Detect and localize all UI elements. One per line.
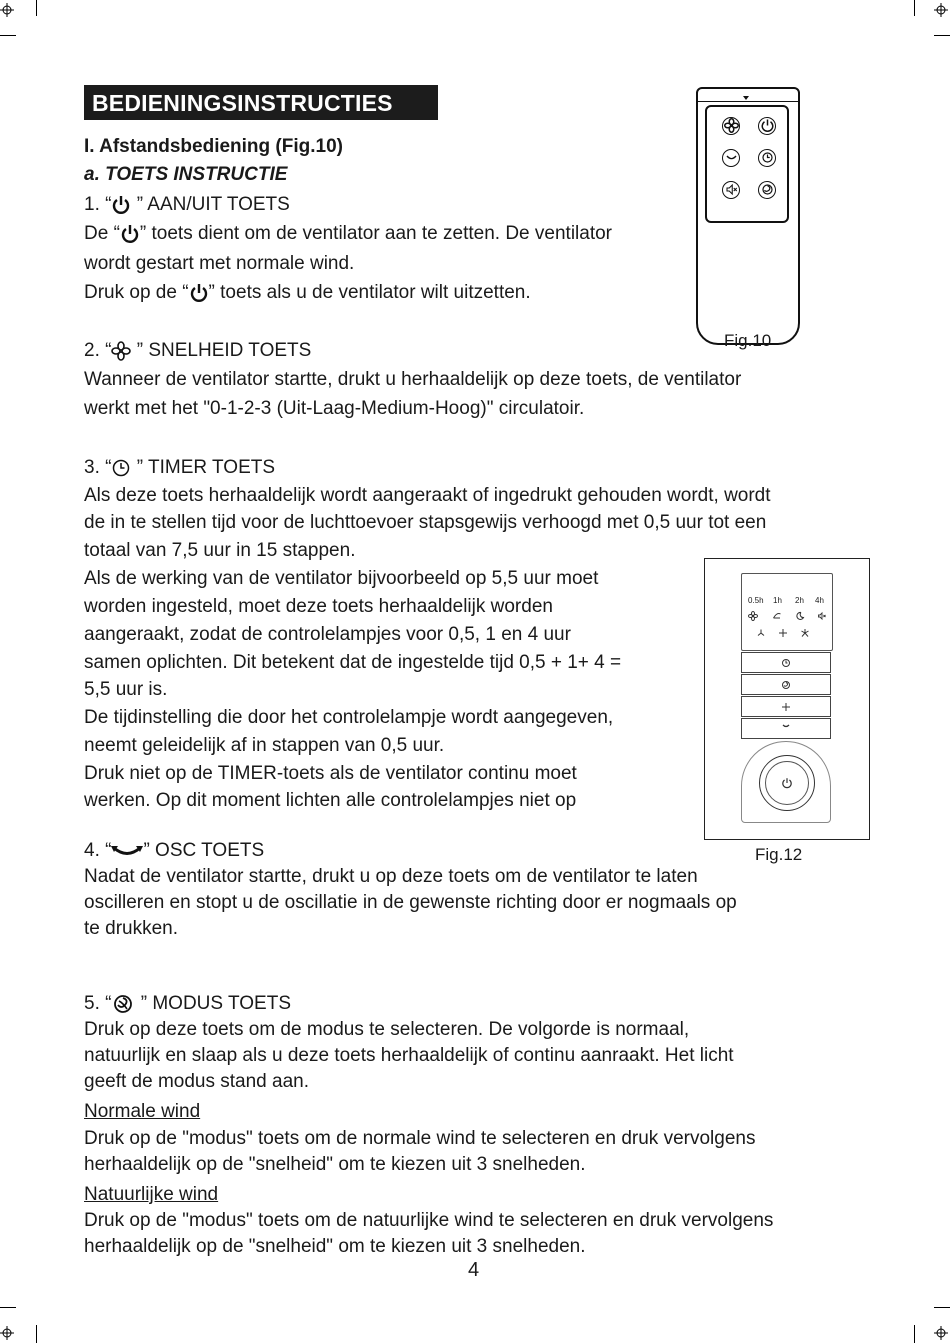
- power-icon: [781, 777, 793, 789]
- crop-mark: [914, 0, 915, 16]
- remote-power-button: [758, 117, 776, 135]
- natural-wind-text-line: herhaaldelijk op de "snelheid" om te kiezen uit 3 snelheden.: [84, 1236, 586, 1257]
- remote-mute-button: [722, 181, 740, 199]
- fan-speed-icon: [111, 341, 131, 361]
- heading-text: ” SNELHEID TOETS: [131, 340, 312, 361]
- fan-speed-icon: [748, 611, 758, 621]
- remote-osc-button: [722, 149, 740, 167]
- timer-text-line: totaal van 7,5 uur in 15 stappen.: [84, 540, 356, 561]
- fan-speed-icon: [781, 702, 791, 712]
- panel-speed-key: [741, 696, 831, 717]
- registration-mark-icon: [934, 3, 948, 17]
- timer-icon: [760, 150, 775, 165]
- power-button: [765, 761, 809, 805]
- power-heading: [84, 192, 290, 218]
- panel-timer-key: [741, 652, 831, 673]
- oscillation-icon: [111, 843, 143, 859]
- osc-heading: [84, 838, 264, 864]
- subsection-heading: a. TOETS INSTRUCTIE: [84, 164, 288, 185]
- natural-wind-icon: [772, 611, 782, 621]
- mute-icon: [817, 611, 827, 621]
- remote-button-panel: [705, 105, 789, 223]
- registration-mark-icon: [0, 1326, 14, 1340]
- remote-mode-button: [758, 181, 776, 199]
- speed-high-icon: [800, 628, 810, 638]
- power-icon: [120, 224, 140, 244]
- power-text-line: wordt gestart met normale wind.: [84, 253, 355, 274]
- timer-text-line: samen oplichten. Dit betekent dat de ingestelde tijd 0,5 + 1+ 4 =: [84, 652, 622, 673]
- timer-text-line: neemt geleidelijk af in stappen van 0,5 uur.: [84, 735, 445, 756]
- text-suffix: ” toets als u de ventilator wilt uitzetten.: [208, 282, 531, 303]
- normal-wind-text-line: herhaaldelijk op de "snelheid" om te kiezen uit 3 snelheden.: [84, 1154, 586, 1175]
- remote-speed-button: [722, 117, 740, 135]
- text-suffix: ” toets dient om de ventilator aan te zetten. De ventilator: [139, 223, 613, 244]
- timer-text-line: 5,5 uur is.: [84, 679, 168, 700]
- remote-top-edge: [698, 101, 798, 102]
- natural-wind-title: Natuurlijke wind: [84, 1184, 219, 1205]
- heading-prefix: 3. “: [84, 457, 112, 478]
- timer-label-1h: 1h: [773, 596, 782, 605]
- page-number: 4: [468, 1259, 480, 1281]
- panel-mode-key: [741, 674, 831, 695]
- crop-mark: [0, 35, 16, 36]
- heading-prefix: 4. “: [84, 840, 112, 861]
- heading-prefix: 1. “: [84, 194, 112, 215]
- mode-icon: [111, 994, 135, 1014]
- timer-text-line: worden ingesteld, moet deze toets herhaaldelijk worden: [84, 596, 553, 617]
- page-title: BEDIENINGSINSTRUCTIES: [84, 85, 438, 120]
- remote-control-illustration: [696, 87, 800, 345]
- power-icon: [189, 283, 209, 303]
- text-prefix: De “: [84, 223, 120, 244]
- natural-wind-text-line: Druk op de "modus" toets om de natuurlijke wind te selecteren en druk vervolgens: [84, 1210, 774, 1231]
- text-prefix: Druk op de “: [84, 282, 189, 303]
- osc-text-line: oscilleren en stopt u de oscillatie in de gewenste richting door er nogmaals op: [84, 892, 737, 913]
- crop-mark: [36, 1325, 37, 1343]
- power-icon: [760, 118, 775, 133]
- timer-label-05h: 0.5h: [748, 596, 764, 605]
- timer-label-2h: 2h: [795, 596, 804, 605]
- control-panel-illustration: [704, 558, 870, 840]
- normal-wind-title: Normale wind: [84, 1101, 201, 1122]
- timer-text-line: De tijdinstelling die door het controlelampje wordt aangegeven,: [84, 707, 614, 728]
- mode-heading: [84, 991, 291, 1017]
- power-text-line: [84, 221, 612, 247]
- timer-text-line: Als deze toets herhaaldelijk wordt aangeraakt of ingedrukt gehouden wordt, wordt: [84, 485, 771, 506]
- heading-text: ” AAN/UIT TOETS: [131, 194, 290, 215]
- timer-heading: [84, 455, 275, 481]
- timer-icon: [111, 458, 131, 478]
- mute-icon: [724, 182, 739, 197]
- section-heading: I. Afstandsbediening (Fig.10): [84, 136, 343, 157]
- heading-prefix: 5. “: [84, 993, 112, 1014]
- power-icon: [111, 195, 131, 215]
- heading-text: ” MODUS TOETS: [135, 993, 291, 1014]
- ir-indicator-icon: [743, 96, 749, 100]
- timer-text-line: Als de werking van de ventilator bijvoorbeeld op 5,5 uur moet: [84, 568, 599, 589]
- speed-heading: [84, 338, 311, 364]
- speed-text-line: Wanneer de ventilator startte, drukt u herhaaldelijk op deze toets, de ventilator: [84, 369, 742, 390]
- oscillation-icon: [781, 722, 791, 732]
- heading-text: ” OSC TOETS: [143, 840, 265, 861]
- osc-text-line: Nadat de ventilator startte, drukt u op deze toets om de ventilator te laten: [84, 866, 698, 887]
- fig12-caption: Fig.12: [755, 845, 803, 864]
- osc-text-line: te drukken.: [84, 918, 178, 939]
- crop-mark: [0, 1307, 16, 1308]
- indicator-display: [741, 573, 833, 651]
- normal-wind-text-line: Druk op de "modus" toets om de normale wind te selecteren en druk vervolgens: [84, 1128, 756, 1149]
- remote-timer-button: [758, 149, 776, 167]
- sleep-icon: [795, 611, 805, 621]
- timer-label-4h: 4h: [815, 596, 824, 605]
- panel-osc-key: [741, 718, 831, 739]
- fan-speed-icon: [724, 118, 739, 133]
- heading-text: ” TIMER TOETS: [131, 457, 276, 478]
- mode-text-line: Druk op deze toets om de modus te selecteren. De volgorde is normaal,: [84, 1019, 690, 1040]
- timer-icon: [781, 658, 791, 668]
- mode-icon: [760, 182, 775, 197]
- timer-text-line: aangeraakt, zodat de controlelampjes voor 0,5, 1 en 4 uur: [84, 624, 571, 645]
- fig10-caption: Fig.10: [724, 331, 772, 350]
- timer-text-line: de in te stellen tijd voor de luchttoevoer stapsgewijs verhoogd met 0,5 uur tot een: [84, 512, 767, 533]
- oscillation-icon: [724, 150, 739, 165]
- registration-mark-icon: [934, 1326, 948, 1340]
- crop-mark: [934, 1307, 950, 1308]
- timer-text-line: werken. Op dit moment lichten alle controlelampjes niet op: [84, 790, 577, 811]
- speed-medium-icon: [778, 628, 788, 638]
- speed-low-icon: [756, 628, 766, 638]
- crop-mark: [914, 1325, 915, 1343]
- mode-text-line: natuurlijk en slaap als u deze toets herhaaldelijk of continu aanraakt. Het licht: [84, 1045, 734, 1066]
- power-text-line: [84, 280, 531, 306]
- registration-mark-icon: [0, 3, 14, 17]
- speed-text-line: werkt met het "0-1-2-3 (Uit-Laag-Medium-Hoog)" circulatoir.: [84, 398, 585, 419]
- heading-prefix: 2. “: [84, 340, 112, 361]
- timer-text-line: Druk niet op de TIMER-toets als de ventilator continu moet: [84, 763, 577, 784]
- crop-mark: [36, 0, 37, 16]
- mode-icon: [781, 680, 791, 690]
- mode-text-line: geeft de modus stand aan.: [84, 1071, 309, 1092]
- crop-mark: [934, 35, 950, 36]
